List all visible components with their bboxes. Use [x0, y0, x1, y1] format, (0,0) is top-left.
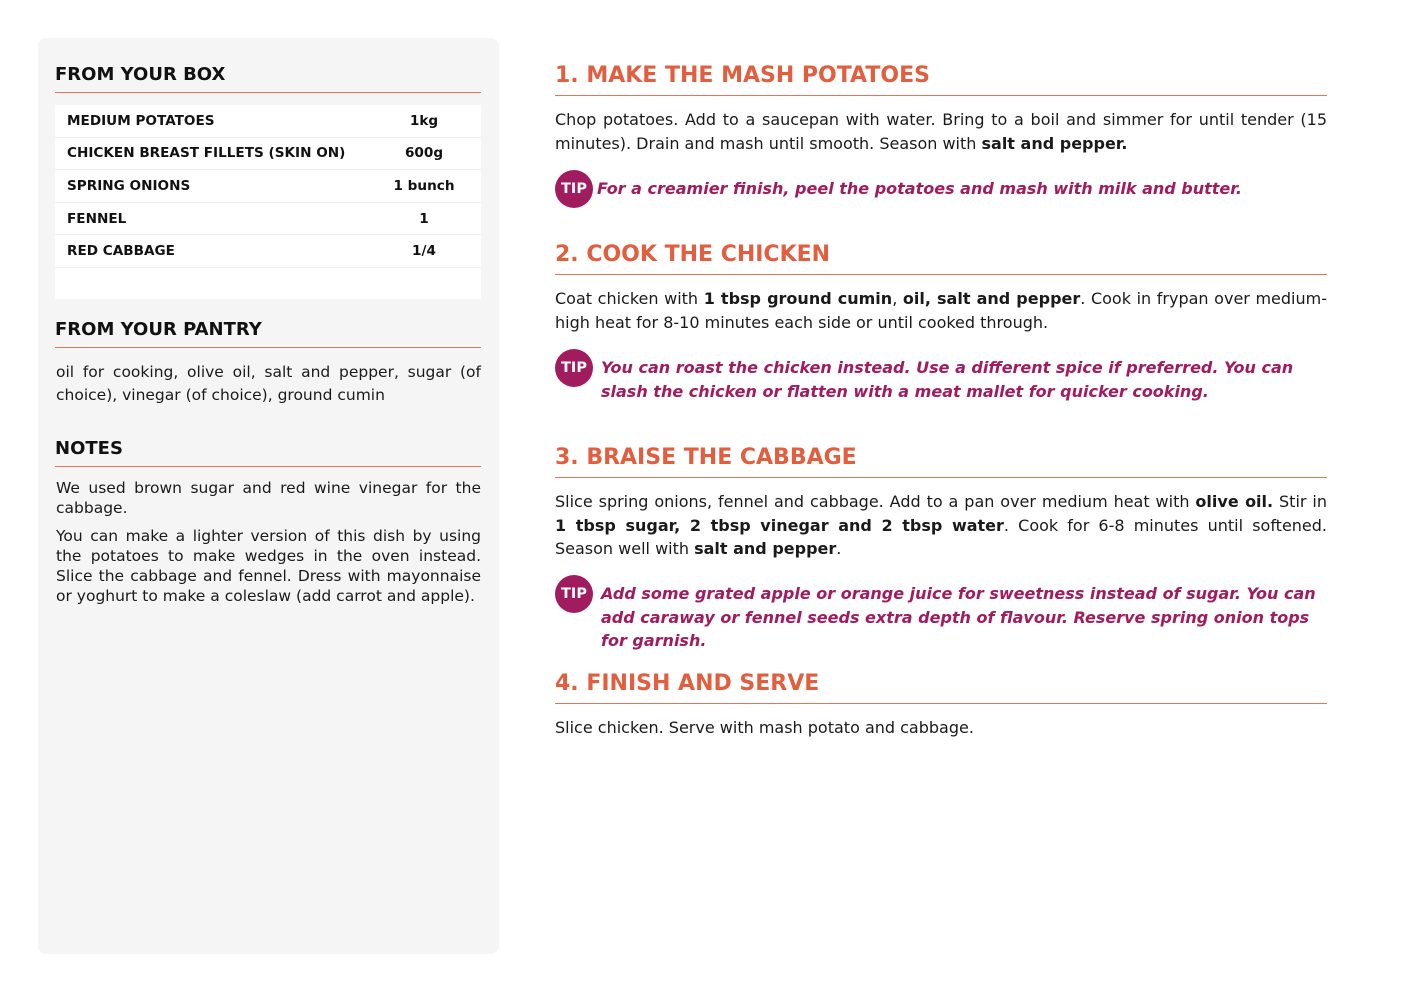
ingredient-name: SPRING ONIONS — [67, 177, 191, 194]
ingredient-qty: 1/4 — [412, 243, 436, 260]
pantry-text: oil for cooking, olive oil, salt and pepper, sugar (of choice), vinegar (of choice), ground cumin — [56, 363, 481, 404]
tip-text: You can roast the chicken instead. Use a different spice if preferred. You can slash the chicken or flatten with a meat mallet for quicker cooking. — [601, 358, 1294, 401]
ingredient-row — [55, 203, 481, 236]
ingredient-name: FENNEL — [67, 210, 127, 227]
ingredients-table — [55, 105, 481, 299]
tip-text: Add some grated apple or orange juice for sweetness instead of sugar. You can add caraway or fennel seeds extra depth of flavour. Reserve spring onion tops for garnish. — [601, 584, 1316, 650]
ingredient-qty: 1kg — [409, 112, 439, 129]
ingredient-qty: 1 bunch — [393, 177, 455, 194]
ingredient-qty: 600g — [404, 145, 444, 162]
step-3-text: Slice spring onions, fennel and cabbage. Add to a pan over medium heat with olive oil. Stir in 1 tbsp sugar, 2 tbsp vinegar and 2 tbsp water. Cook for 6-8 minutes until softened. Season well with salt and pepper. — [555, 492, 1328, 558]
tip-badge: TIP — [555, 575, 593, 613]
ingredient-row-empty — [55, 268, 481, 299]
tip-badge: TIP — [555, 349, 593, 387]
ingredient-name: RED CABBAGE — [67, 243, 175, 260]
step-1-tip — [555, 170, 1327, 208]
step-1-heading: 1. MAKE THE MASH POTATOES — [555, 62, 1327, 96]
from-your-pantry-heading: FROM YOUR PANTRY — [55, 319, 481, 348]
step-4-text: Slice chicken. Serve with mash potato and cabbage. — [555, 718, 974, 737]
step-4-heading: 4. FINISH AND SERVE — [555, 670, 1327, 704]
step-3-heading: 3. BRAISE THE CABBAGE — [555, 444, 1327, 478]
ingredient-row — [55, 170, 481, 203]
ingredients-sidebar — [38, 38, 499, 954]
from-your-box-heading: FROM YOUR BOX — [55, 64, 481, 93]
step-2-heading: 2. COOK THE CHICKEN — [555, 241, 1327, 275]
step-2-tip — [555, 349, 1327, 403]
ingredient-name: MEDIUM POTATOES — [67, 112, 215, 129]
ingredient-row — [55, 235, 481, 268]
ingredient-qty: 1 — [419, 210, 429, 227]
note-paragraph: We used brown sugar and red wine vinegar for the cabbage. — [56, 479, 481, 517]
notes-heading: NOTES — [55, 438, 481, 467]
step-3-tip — [555, 575, 1327, 653]
note-paragraph: You can make a lighter version of this dish by using the potatoes to make wedges in the oven instead. Slice the cabbage and fennel. Dress with mayonnaise or yoghurt to make a coleslaw (add carrot and apple). — [56, 527, 481, 605]
ingredient-row — [55, 105, 481, 138]
tip-text: For a creamier finish, peel the potatoes and mash with milk and butter. — [597, 179, 1242, 198]
step-1-text: Chop potatoes. Add to a saucepan with water. Bring to a boil and simmer for until tender (15 minutes). Drain and mash until smooth. Season with salt and pepper. — [555, 110, 1327, 153]
ingredient-row — [55, 138, 481, 171]
tip-badge: TIP — [555, 170, 593, 208]
ingredient-name: CHICKEN BREAST FILLETS (SKIN ON) — [67, 145, 346, 162]
step-2-text: Coat chicken with 1 tbsp ground cumin, oil, salt and pepper. Cook in frypan over medium-high heat for 8-10 minutes each side or until cooked through. — [555, 289, 1328, 332]
